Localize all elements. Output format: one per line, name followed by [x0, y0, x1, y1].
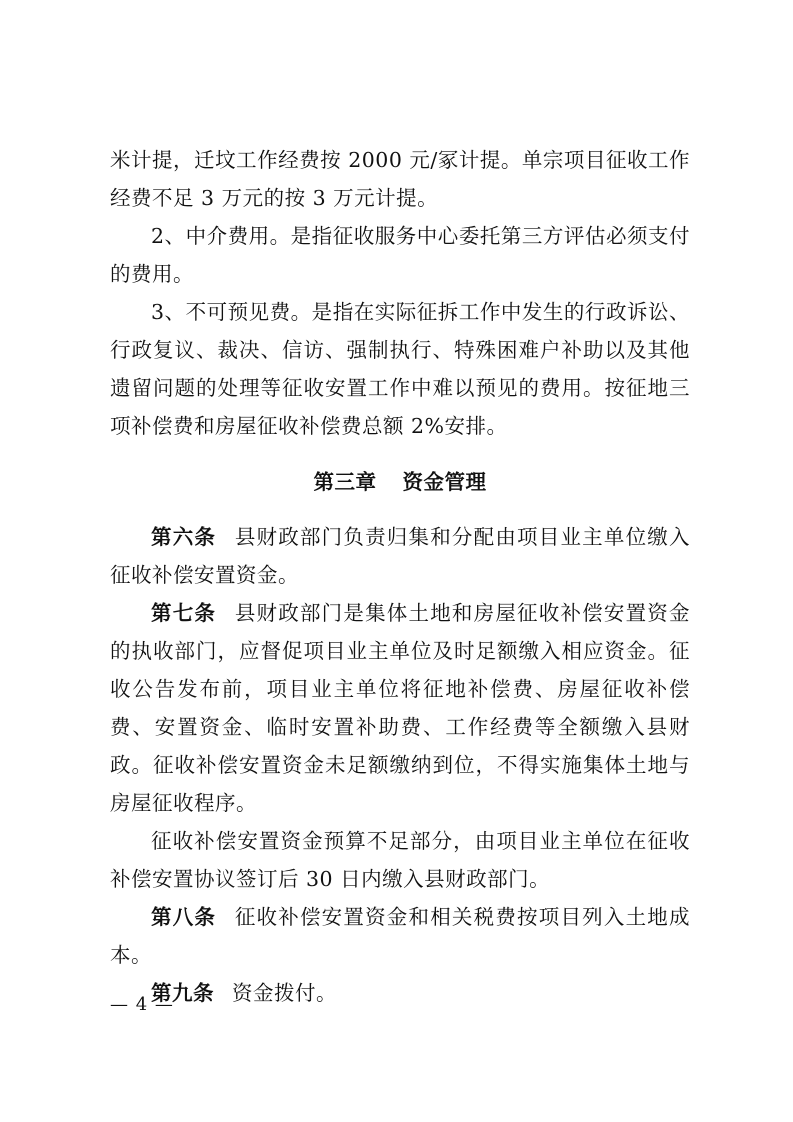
- article-6-text: 县财政部门负责归集和分配由项目业主单位缴入征收补偿安置资金。: [110, 525, 690, 587]
- article-6-label: 第六条: [151, 525, 217, 549]
- paragraph-unforeseen-costs: 3、不可预见费。是指在实际征拆工作中发生的行政诉讼、行政复议、裁决、信访、强制执行、特殊困难户补助以及其他遗留问题的处理等征收安置工作中难以预见的费用。按征地三项补偿费和房屋征收补偿费总额 2%安排。: [110, 300, 690, 438]
- article-7-text: 县财政部门是集体土地和房屋征收补偿安置资金的执收部门，应督促项目业主单位及时足额缴入相应资金。征收公告发布前，项目业主单位将征地补偿费、房屋征收补偿费、安置资金、临时安置补助费、工作经费等全额缴入县财政。征收补偿安置资金未足额缴纳到位，不得实施集体土地与房屋征收程序。: [110, 601, 690, 815]
- article-7: [110, 594, 690, 822]
- article-8-text: 征收补偿安置资金和相关税费按项目列入土地成本。: [110, 905, 690, 967]
- article-9: [110, 974, 690, 1012]
- chapter-number: 第三章: [313, 470, 377, 494]
- article-6: [110, 518, 690, 594]
- article-9-text: 资金拨付。: [232, 981, 337, 1005]
- chapter-heading: [110, 458, 690, 506]
- page-number: — 4 —: [110, 994, 174, 1015]
- paragraph-work-funds-cont: 米计提，迁坟工作经费按 2000 元/冢计提。单宗项目征收工作经费不足 3 万元的按 3 万元计提。: [110, 148, 690, 210]
- article-9-label: 第九条: [151, 981, 214, 1005]
- document-body: [110, 141, 690, 1012]
- article-7-label: 第七条: [151, 601, 217, 625]
- paragraph-intermediary-fees: 2、中介费用。是指征收服务中心委托第三方评估必须支付的费用。: [110, 224, 690, 286]
- article-8-label: 第八条: [151, 905, 217, 929]
- article-7-continuation: 征收补偿安置资金预算不足部分，由项目业主单位在征收补偿安置协议签订后 30 日内缴入县财政部门。: [110, 829, 690, 891]
- article-8: [110, 898, 690, 974]
- chapter-title: 资金管理: [402, 470, 487, 494]
